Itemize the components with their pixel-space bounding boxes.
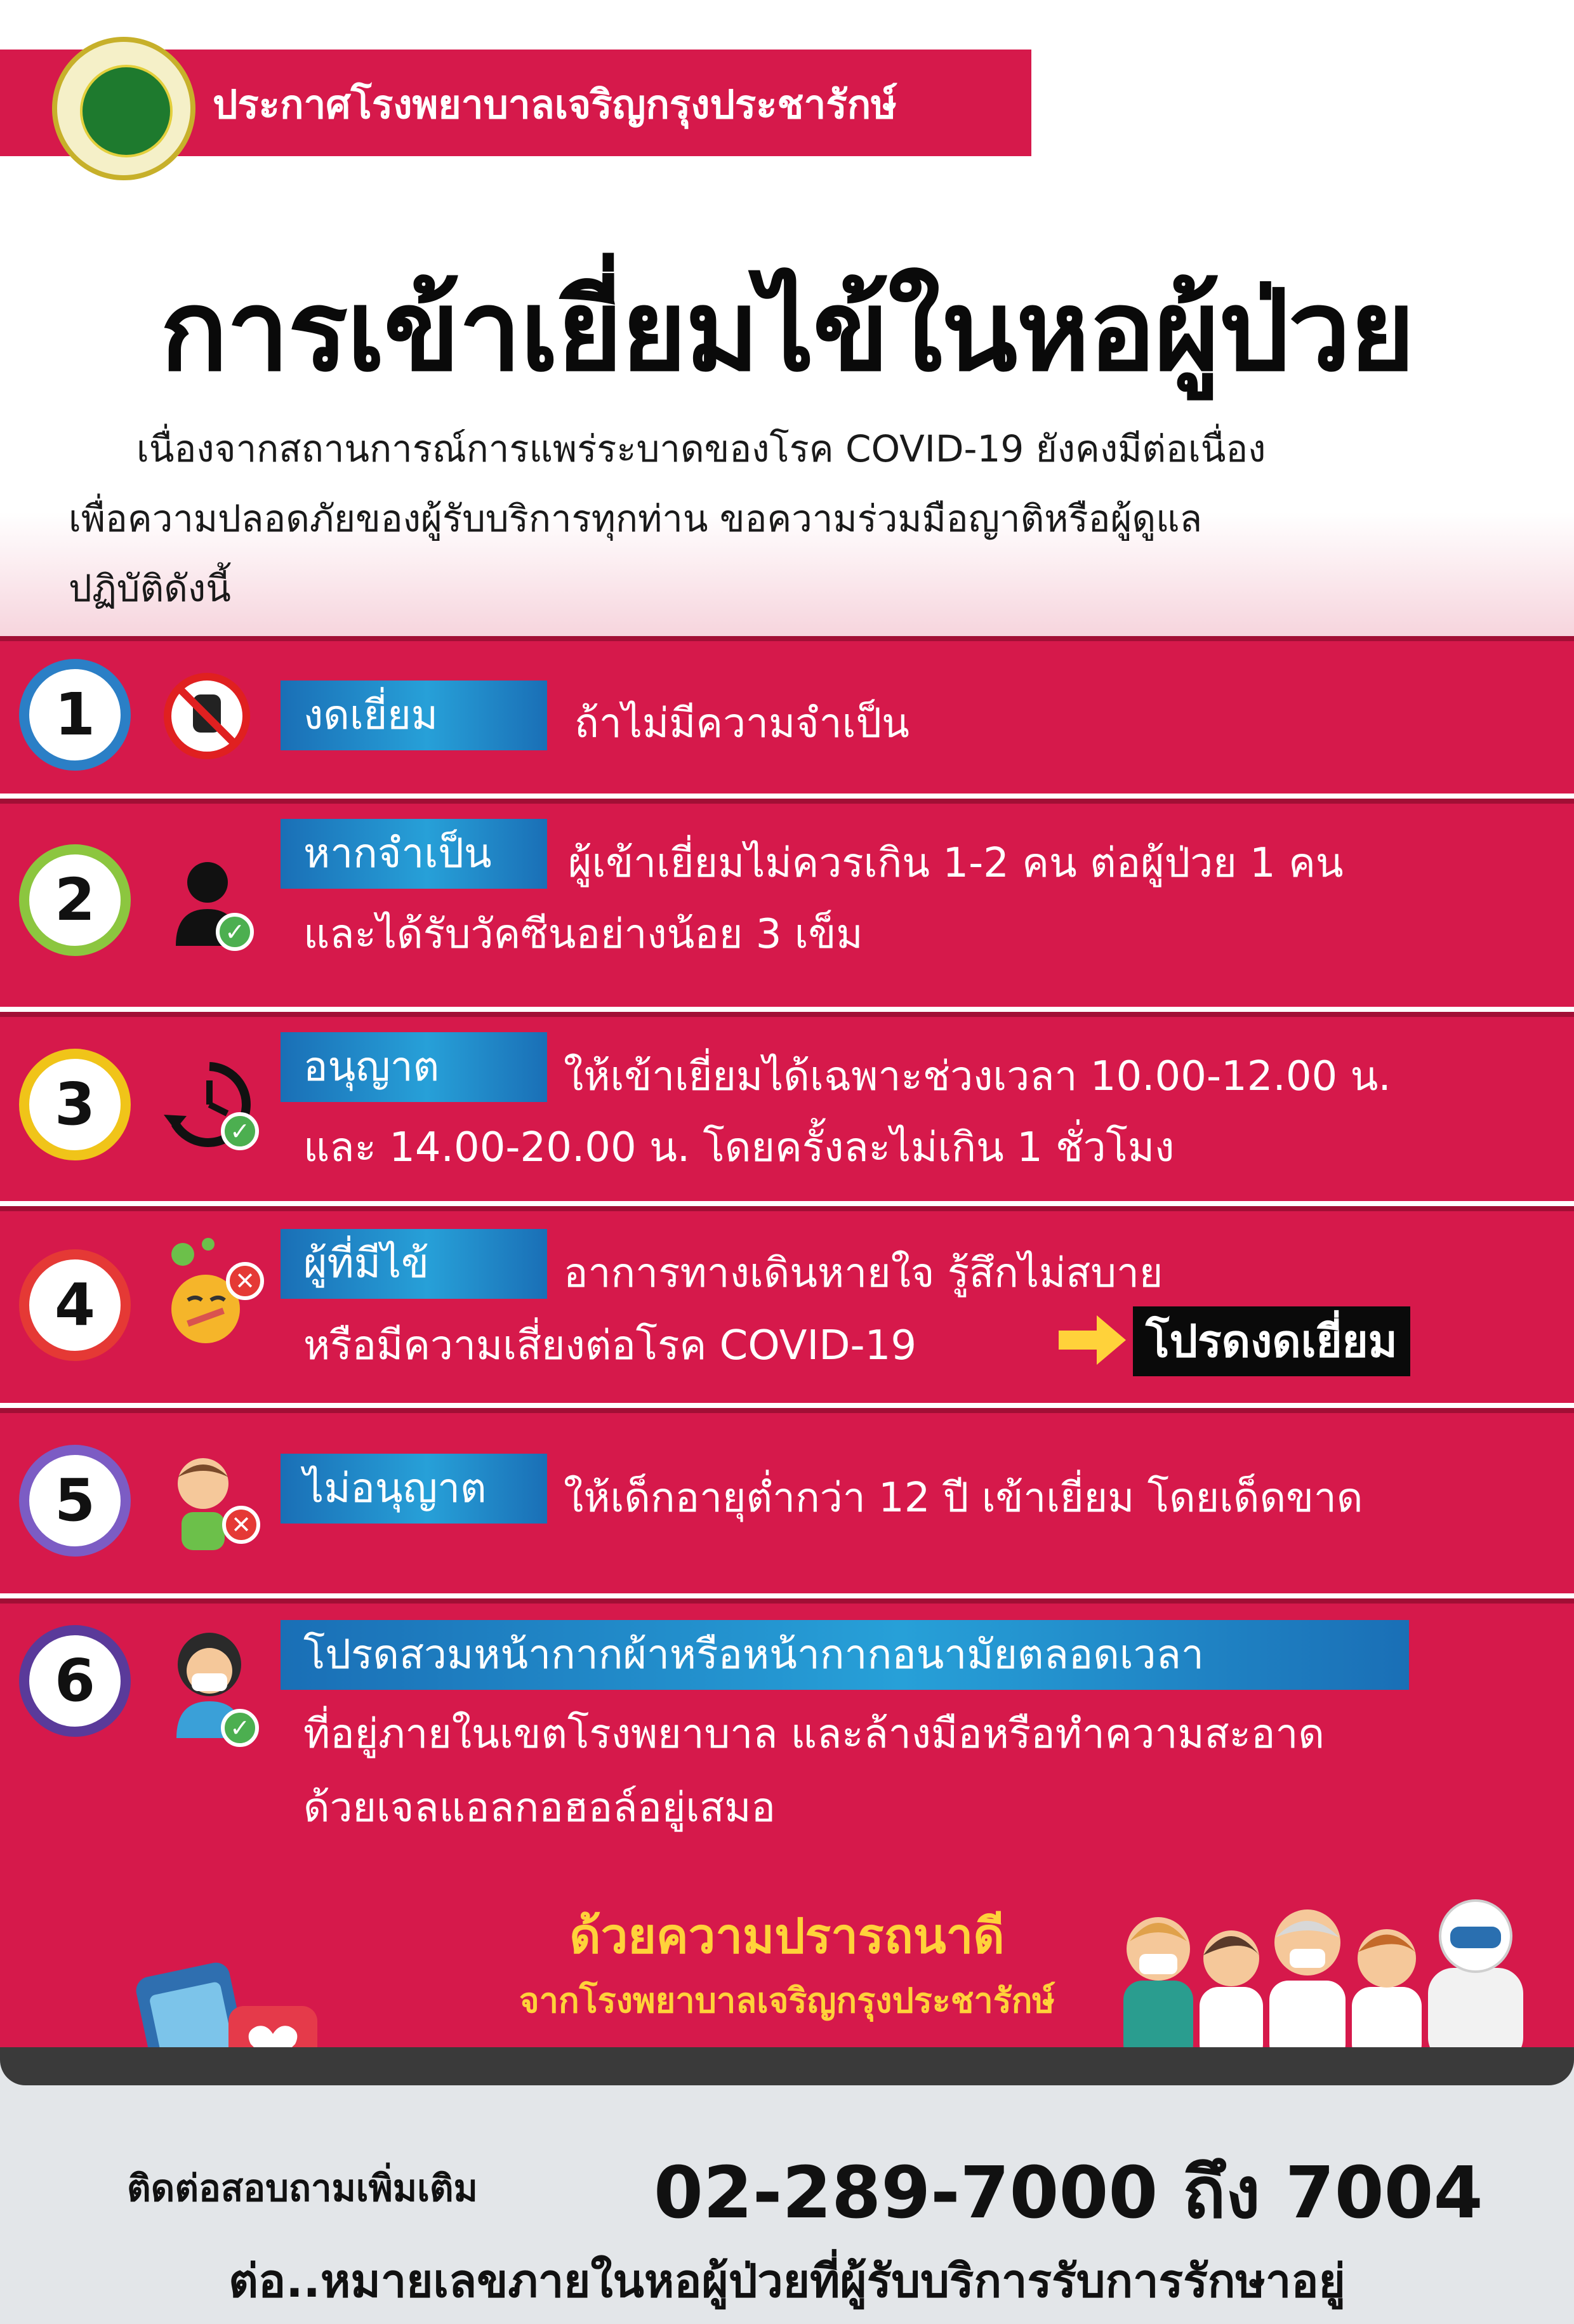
contact-phone-number: 02-289-7000 ถึง 7004 (654, 2152, 1483, 2234)
from-hospital-text: จากโรงพยาบาลเจริญกรุงประชารักษ์ (519, 1981, 1055, 2021)
check-icon: ✓ (216, 913, 254, 951)
tag-wear-mask: โปรดสวมหน้ากากผ้าหรือหน้ากากอนามัยตลอดเวลา (281, 1620, 1409, 1690)
check-icon: ✓ (221, 1709, 259, 1747)
arrow-right-icon (1059, 1311, 1128, 1369)
rule-text: และ 14.00-20.00 น. โดยครั้งละไม่เกิน 1 ชั่วโมง (303, 1124, 1175, 1171)
rule-text: ที่อยู่ภายในเขตโรงพยาบาล และล้างมือหรือทำความสะอาด (303, 1711, 1325, 1758)
rule-text: ผู้เข้าเยี่ยมไม่ควรเกิน 1-2 คน ต่อผู้ป่วย 1 คน (568, 840, 1344, 887)
rule-text: ด้วยเจลแอลกอฮอล์อยู่เสมอ (303, 1784, 776, 1831)
tag-if-necessary: หากจำเป็น (281, 819, 547, 889)
number-badge: 3 (19, 1049, 131, 1160)
tag-not-allowed: ไม่อนุญาต (281, 1454, 547, 1524)
rule-text: และได้รับวัคซีนอย่างน้อย 3 เข็ม (303, 911, 863, 958)
medical-staff-illustration (1117, 1879, 1536, 2063)
cross-icon: ✕ (226, 1262, 264, 1300)
regards-text: ด้วยความปรารถนาดี (569, 1908, 1005, 1964)
intro-line: ปฏิบัติดังนี้ (69, 567, 231, 610)
number-badge: 6 (19, 1625, 131, 1737)
extension-note: ต่อ..หมายเลขภายในหอผู้ป่วยที่ผู้รับบริการรับการรักษาอยู่ (228, 2254, 1346, 2307)
please-no-visit-badge: โปรดงดเยี่ยม (1133, 1306, 1410, 1376)
main-title: การเข้าเยี่ยมไข้ในหอผู้ป่วย (160, 266, 1414, 396)
hospital-logo (52, 37, 195, 180)
rule-text: หรือมีความเสี่ยงต่อโรค COVID-19 (303, 1322, 917, 1369)
contact-label: ติดต่อสอบถามเพิ่มเติม (127, 2167, 478, 2210)
rule-text: ให้เข้าเยี่ยมได้เฉพาะช่วงเวลา 10.00-12.00 น. (564, 1053, 1391, 1100)
intro-line: เนื่องจากสถานการณ์การแพร่ระบาดของโรค COVID-19 ยังคงมีต่อเนื่อง (136, 427, 1266, 470)
rule-text: อาการทางเดินหายใจ รู้สึกไม่สบาย (564, 1250, 1163, 1297)
number-badge: 4 (19, 1249, 131, 1361)
check-icon: ✓ (221, 1112, 259, 1150)
number-badge: 2 (19, 844, 131, 956)
no-visit-icon (164, 673, 250, 759)
tag-no-visit: งดเยี่ยม (281, 681, 547, 750)
tag-allowed: อนุญาต (281, 1032, 547, 1102)
number-badge: 5 (19, 1445, 131, 1557)
rule-text: ถ้าไม่มีความจำเป็น (574, 700, 909, 747)
number-badge: 1 (19, 659, 131, 771)
contact-section-top-edge (0, 2047, 1574, 2085)
intro-line: เพื่อความปลอดภัยของผู้รับบริการทุกท่าน ขอความร่วมมือญาติหรือผู้ดูแล (69, 497, 1203, 540)
tag-fever: ผู้ที่มีไข้ (281, 1229, 547, 1299)
rule-text: ให้เด็กอายุต่ำกว่า 12 ปี เข้าเยี่ยม โดยเด็ดขาด (564, 1475, 1363, 1522)
header-title: ประกาศโรงพยาบาลเจริญกรุงประชารักษ์ (213, 81, 897, 128)
cross-icon: ✕ (222, 1506, 260, 1544)
